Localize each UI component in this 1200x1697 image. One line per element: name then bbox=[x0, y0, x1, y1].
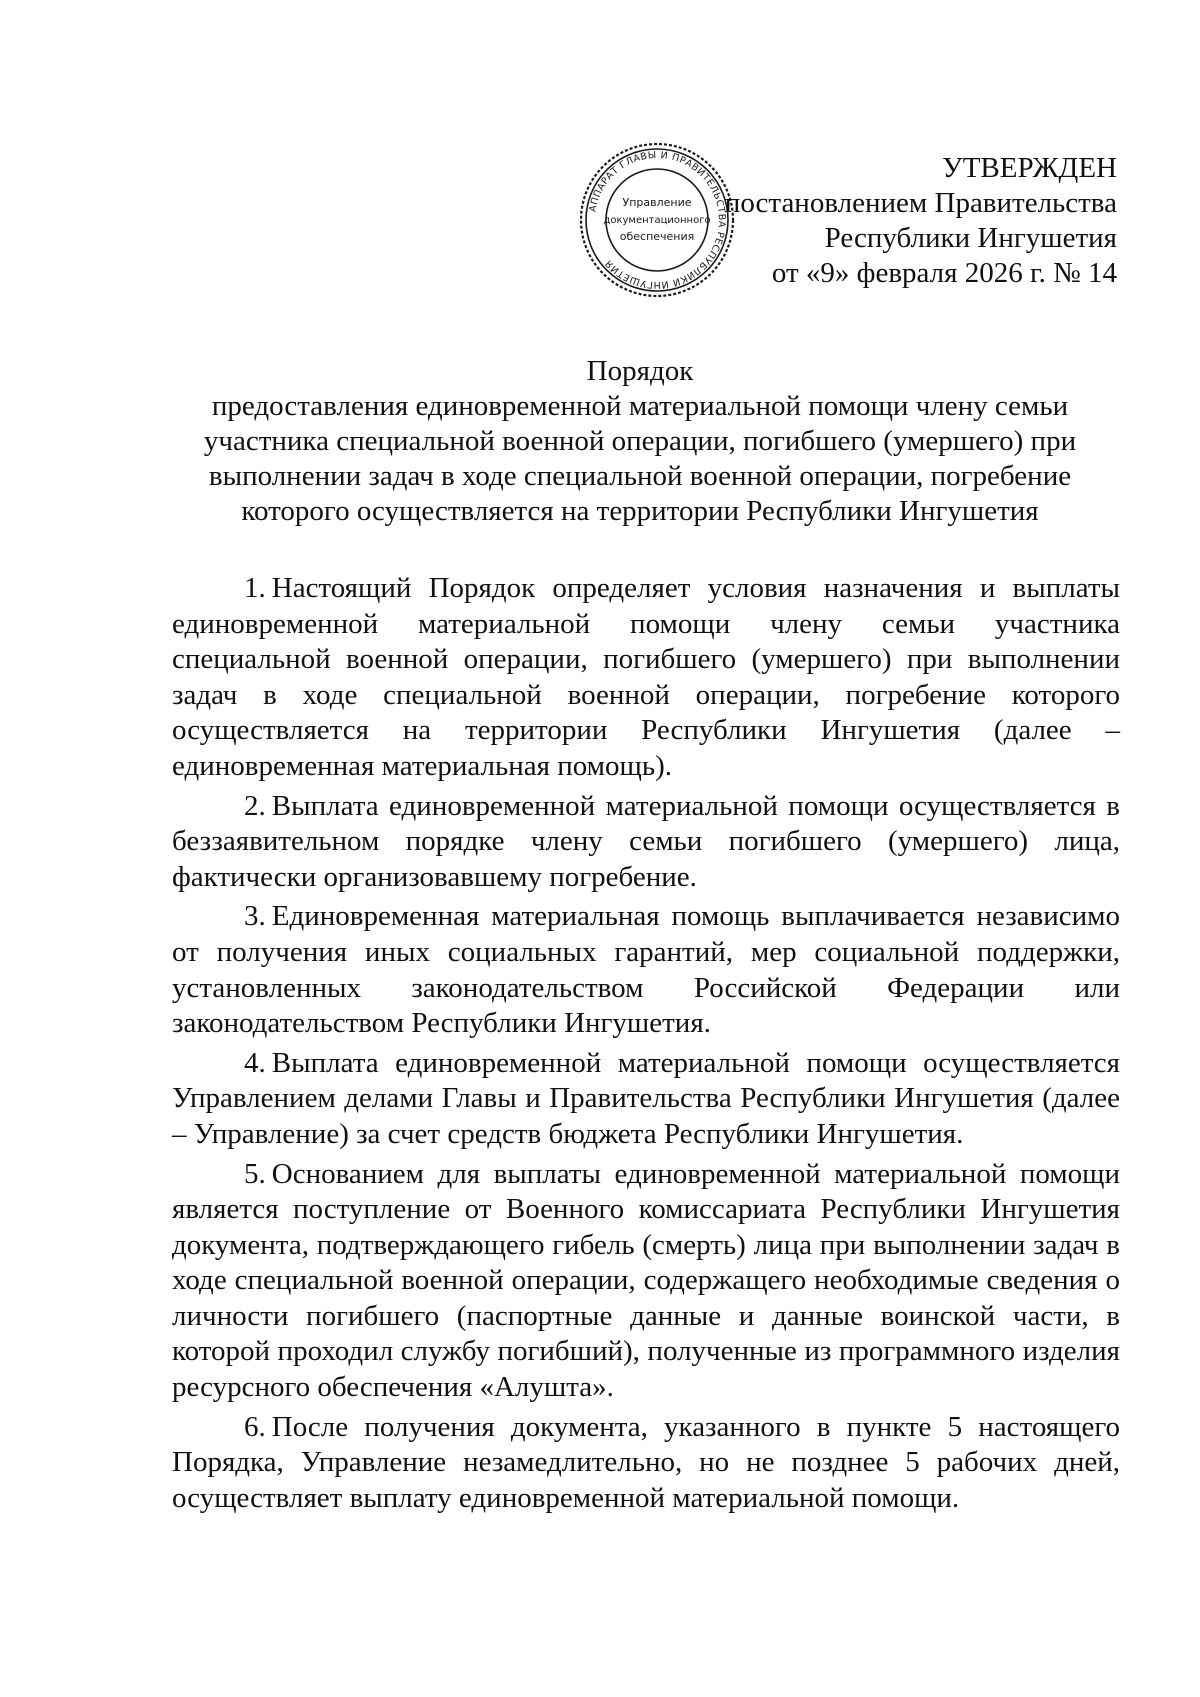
stamp-seal-icon bbox=[577, 140, 737, 300]
title-line: которого осуществляется на территории Республики Ингушетия bbox=[241, 495, 1039, 527]
paragraph-text: Единовременная материальная помощь выплачивается независимо от получения иных социальных гарантий, мер социальной поддержки, установленных законодательством Российской Федерации или законодательством Республики Ингушетия. bbox=[172, 900, 1120, 1040]
paragraph-number: 4. bbox=[244, 1046, 266, 1079]
title-line: Порядок bbox=[586, 355, 694, 387]
title-line: предоставления единовременной материальной помощи члену семьи bbox=[211, 390, 1069, 422]
paragraph-number: 5. bbox=[244, 1157, 266, 1190]
svg-text:АППАРАТ ГЛАВЫ И ПРАВИТЕЛЬСТВА: АППАРАТ ГЛАВЫ И ПРАВИТЕЛЬСТВА РЕСПУБЛИКИ ИНГУШЕТИЯ bbox=[587, 149, 728, 291]
approval-by-resolution: постановлением Правительства bbox=[724, 187, 1117, 219]
document-body bbox=[172, 571, 1120, 1520]
document-title bbox=[160, 354, 1120, 529]
approval-heading: УТВЕРЖДЕН bbox=[942, 152, 1117, 184]
paragraph-number: 6. bbox=[244, 1410, 266, 1443]
title-line: выполнении задач в ходе специальной военной операции, погребение bbox=[208, 460, 1072, 492]
approval-block bbox=[725, 151, 1117, 291]
paragraph-text: Настоящий Порядок определяет условия назначения и выплаты единовременной материальной помощи члену семьи участника специальной военной операции, погибшего (умершего) при выполнении задач в ходе специальной военной операции, погребение которого осуществляется на территории Республики Ингушетия (далее – единовременная материальная помощь). bbox=[172, 572, 1120, 782]
paragraph-text: Основанием для выплаты единовременной материальной помощи является поступление от Военного комиссариата Республики Ингушетия документа, подтверждающего гибель (смерть) лица при выполнении задач в ходе специальной военной операции, содержащего необходимые сведения о личности погибшего (паспортные данные и данные воинской части, в которой проходил службу погибший), полученные из программного изделия ресурсного обеспечения «Алушта». bbox=[172, 1157, 1120, 1404]
paragraph-text: Выплата единовременной материальной помощи осуществляется Управлением делами Главы и Правительства Республики Ингушетия (далее – Управление) за счет средств бюджета Республики Ингушетия. bbox=[172, 1046, 1120, 1150]
paragraph-4 bbox=[172, 1046, 1120, 1153]
svg-text:обеспечения: обеспечения bbox=[619, 230, 695, 243]
paragraph-1 bbox=[172, 571, 1120, 785]
svg-text:документационного: документационного bbox=[603, 215, 711, 226]
title-line: участника специальной военной операции, погибшего (умершего) при bbox=[203, 425, 1077, 457]
paragraph-5 bbox=[172, 1157, 1120, 1406]
paragraph-2 bbox=[172, 789, 1120, 896]
paragraph-3 bbox=[172, 899, 1120, 1041]
paragraph-text: Выплата единовременной материальной помощи осуществляется в беззаявительном порядке члену семьи погибшего (умершего) лица, фактически организовавшему погребение. bbox=[172, 789, 1120, 893]
paragraph-6 bbox=[172, 1410, 1120, 1517]
paragraph-number: 2. bbox=[244, 789, 266, 822]
approval-republic: Республики Ингушетия bbox=[824, 222, 1117, 254]
approval-date-number: от «9» февраля 2026 г. № 14 bbox=[771, 257, 1117, 289]
paragraph-number: 3. bbox=[244, 900, 266, 933]
official-stamp bbox=[577, 140, 737, 300]
svg-text:Управление: Управление bbox=[622, 196, 692, 209]
paragraph-text: После получения документа, указанного в пункте 5 настоящего Порядка, Управление незамедлительно, но не позднее 5 рабочих дней, осуществляет выплату единовременной материальной помощи. bbox=[172, 1410, 1120, 1514]
paragraph-number: 1. bbox=[244, 572, 266, 604]
